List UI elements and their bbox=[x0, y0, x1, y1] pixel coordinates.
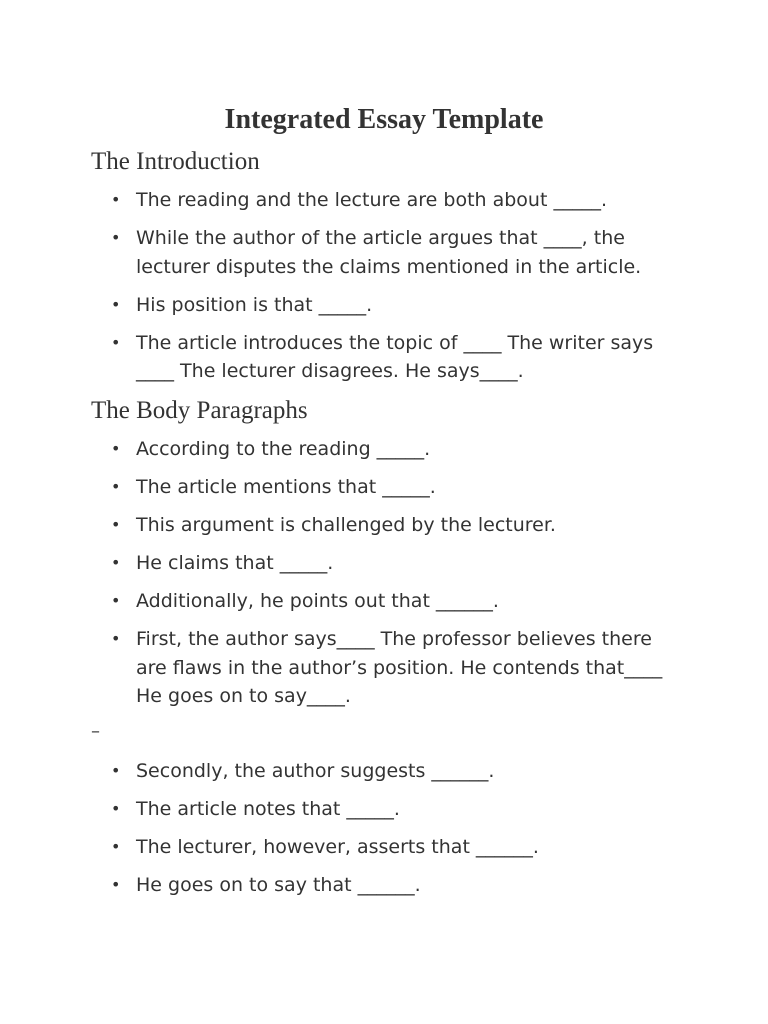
list-item: • While the author of the article argues that ____, the lecturer disputes the claims mentioned in the article. bbox=[0, 224, 768, 281]
list-item: • The article mentions that _____. bbox=[0, 473, 768, 502]
list-item: • Secondly, the author suggests ______. bbox=[0, 757, 768, 786]
body-paragraphs-list bbox=[0, 435, 768, 720]
list-item: • According to the reading _____. bbox=[0, 435, 768, 464]
list-item: • He claims that _____. bbox=[0, 549, 768, 578]
list-item: • First, the author says____ The professor believes there are flaws in the author’s position. He contends that____ He goes on to say____. bbox=[0, 625, 768, 711]
introduction-list bbox=[0, 186, 768, 395]
document-title: Integrated Essay Template bbox=[224, 104, 544, 135]
list-item: • The article introduces the topic of ____ The writer says ____ The lecturer disagrees. He says____. bbox=[0, 329, 768, 386]
list-item: • The article notes that _____. bbox=[0, 795, 768, 824]
introduction-heading: The Introduction bbox=[91, 148, 260, 175]
list-item: • The lecturer, however, asserts that ______. bbox=[0, 833, 768, 862]
body-paragraphs-list-continued bbox=[0, 757, 768, 909]
list-item: • His position is that _____. bbox=[0, 291, 768, 320]
separator-dash: – bbox=[91, 721, 100, 742]
list-item: • Additionally, he points out that ______. bbox=[0, 587, 768, 616]
list-item: • He goes on to say that ______. bbox=[0, 871, 768, 900]
body-paragraphs-heading: The Body Paragraphs bbox=[91, 397, 308, 424]
list-item: • This argument is challenged by the lecturer. bbox=[0, 511, 768, 540]
list-item: • The reading and the lecture are both about _____. bbox=[0, 186, 768, 215]
